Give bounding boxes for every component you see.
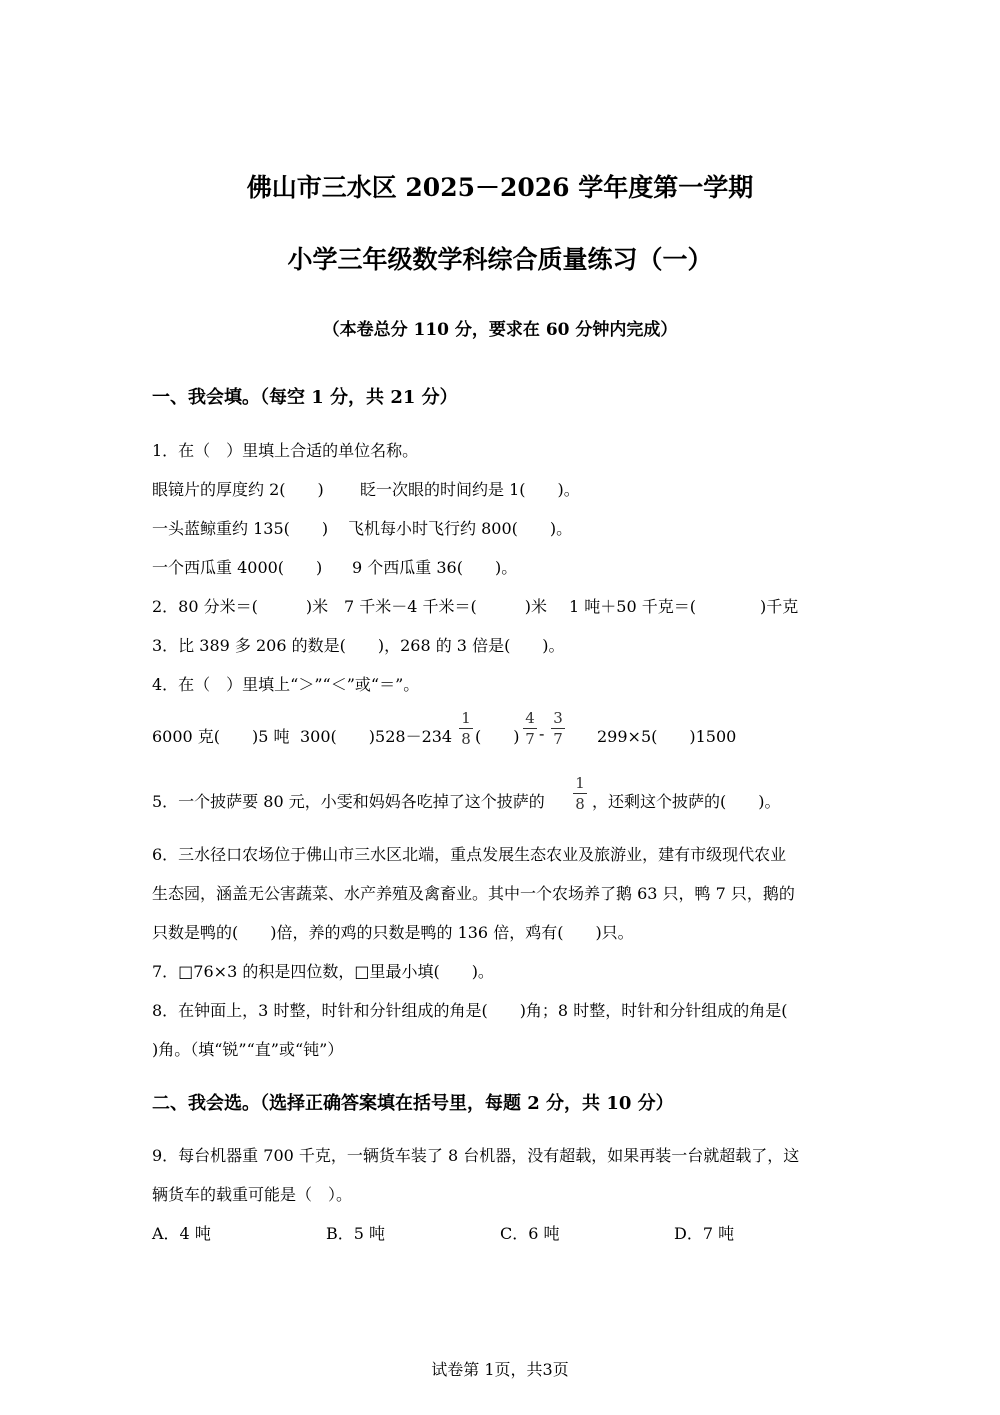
q1-stem: 1．在（ ）里填上合适的单位名称。 <box>152 441 419 460</box>
exam-title-line1: 佛山市三水区 2025－2026 学年度第一学期 <box>246 173 754 202</box>
q5-text-after: ，还剩这个披萨的( )。 <box>592 792 781 811</box>
q5-fraction-denominator: 8 <box>575 795 585 813</box>
q5-fraction <box>571 774 589 813</box>
q4-fraction-3-numerator: 3 <box>553 709 563 727</box>
q1-f: 9 个西瓜重 36( )。 <box>352 558 518 577</box>
q4-fraction-1-denominator: 8 <box>461 730 471 748</box>
exam-title-line2: 小学三年级数学科综合质量练习（一） <box>287 245 713 274</box>
q4-fraction-1-numerator: 1 <box>461 709 471 727</box>
q1-e: 一个西瓜重 4000( ) <box>152 558 323 577</box>
fraction-bar <box>551 728 565 729</box>
q9-line2: 辆货车的载重可能是（ ）。 <box>152 1185 353 1204</box>
q8-line1: 8．在钟面上，3 时整，时针和分针组成的角是( )角；8 时整，时针和分针组成的角是( <box>152 1001 788 1020</box>
fraction-bar <box>523 728 537 729</box>
q4-fraction-2-denominator: 7 <box>525 730 535 748</box>
q4-c-blank: ( ) <box>475 727 520 746</box>
section2-heading: 二、我会选。（选择正确答案填在括号里，每题 2 分，共 10 分） <box>152 1093 674 1114</box>
q7: 7．□76×3 的积是四位数，□里最小填( )。 <box>152 962 494 981</box>
q9-option-d: D．7 吨 <box>674 1224 735 1243</box>
q4-fraction-3 <box>549 709 567 748</box>
q4-a: 6000 克( )5 吨 <box>152 727 290 746</box>
q9-line1: 9．每台机器重 700 千克，一辆货车装了 8 台机器，没有超载，如果再装一台就超载了，这 <box>152 1146 800 1165</box>
q4-stem: 4．在（ ）里填上“＞”“＜”或“＝”。 <box>152 675 420 694</box>
q6-line3: 只数是鸭的( )倍，养的鸡的只数是鸭的 136 倍，鸡有( )只。 <box>152 923 634 942</box>
q5-text-before: 5．一个披萨要 80 元，小雯和妈妈各吃掉了这个披萨的 <box>152 792 545 811</box>
q4-fraction-2-numerator: 4 <box>525 709 535 727</box>
q9-option-c: C．6 吨 <box>500 1224 560 1243</box>
q3: 3．比 389 多 206 的数是( )，268 的 3 倍是( )。 <box>152 636 565 655</box>
q4-b: 300( )528－234 <box>300 727 453 746</box>
exam-subtitle: （本卷总分 110 分，要求在 60 分钟内完成） <box>322 320 678 340</box>
q1-a: 眼镜片的厚度约 2( ) <box>152 480 324 499</box>
q1-c: 一头蓝鲸重约 135( ) <box>152 519 329 538</box>
fraction-bar <box>459 728 473 729</box>
q8-line2: )角。（填“锐”“直”或“钝”） <box>152 1040 344 1059</box>
q2-c: 1 吨＋50 千克＝( )千克 <box>569 597 799 616</box>
q1-b: 眨一次眼的时间约是 1( )。 <box>360 480 580 499</box>
q5-fraction-numerator: 1 <box>575 774 585 792</box>
page-footer: 试卷第 1页，共3页 <box>431 1360 569 1379</box>
q2-a: 2．80 分米＝( )米 <box>152 597 329 616</box>
q4-fraction-2 <box>521 709 539 748</box>
fraction-bar <box>573 793 587 794</box>
q9-option-a: A．4 吨 <box>152 1224 211 1243</box>
q4-fraction-1 <box>457 709 475 748</box>
q6-line1: 6．三水径口农场位于佛山市三水区北端，重点发展生态农业及旅游业，建有市级现代农业 <box>152 845 787 864</box>
q1-d: 飞机每小时飞行约 800( )。 <box>348 519 573 538</box>
section1-heading: 一、我会填。（每空 1 分，共 21 分） <box>152 387 458 408</box>
q4-d: 299×5( )1500 <box>597 727 737 746</box>
q2-b: 7 千米－4 千米＝( )米 <box>344 597 548 616</box>
q6-line2: 生态园，涵盖无公害蔬菜、水产养殖及禽畜业。其中一个农场养了鹅 63 只，鸭 7 只，鹅的 <box>152 884 795 903</box>
q4-minus: - <box>539 724 545 743</box>
q4-fraction-3-denominator: 7 <box>553 730 563 748</box>
q9-option-b: B．5 吨 <box>326 1224 386 1243</box>
